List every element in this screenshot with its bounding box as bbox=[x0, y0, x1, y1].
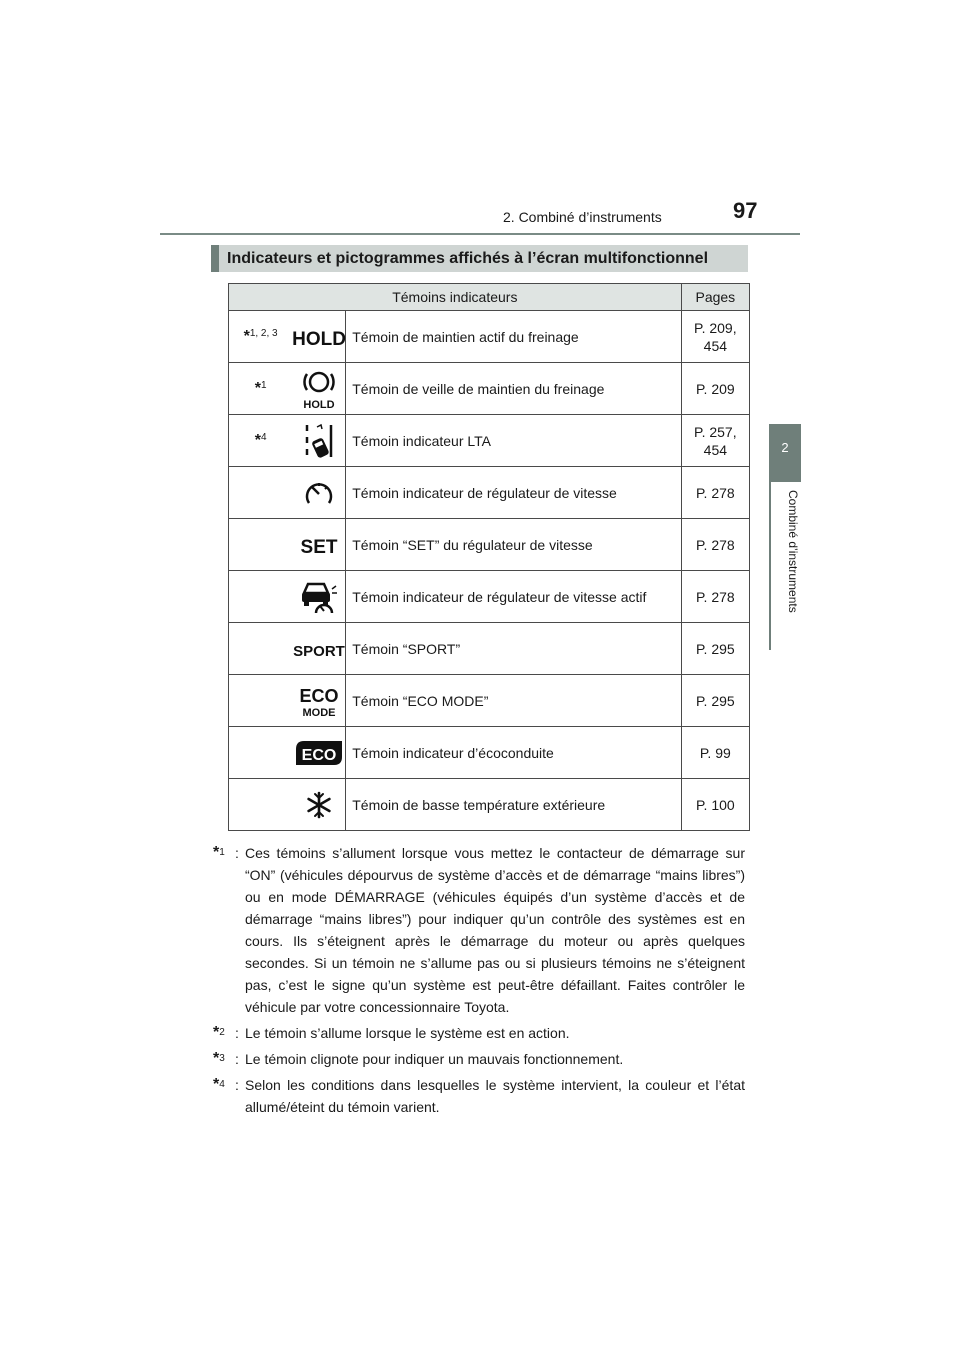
table-row bbox=[229, 727, 750, 779]
table-row bbox=[229, 519, 750, 571]
sport-icon bbox=[292, 623, 346, 675]
table-row bbox=[229, 363, 750, 415]
footnote-text: Selon les conditions dans lesquelles le système intervient, la couleur et l’état allumé/éteint du témoin varient. bbox=[245, 1077, 745, 1115]
active-cruise-control-icon bbox=[292, 571, 346, 623]
footnote-ref bbox=[229, 623, 293, 675]
footnote-marker: *$^2$ bbox=[213, 1024, 225, 1041]
indicator-description: Témoin indicateur de régulateur de vitesse bbox=[346, 467, 681, 519]
chapter-tab-label: Combiné d’instruments bbox=[786, 490, 800, 613]
chapter-heading: 2. Combiné d’instruments bbox=[503, 209, 662, 225]
footnote-ref: *$^{1, 2, 3}$ bbox=[229, 311, 293, 363]
table-row bbox=[229, 571, 750, 623]
chapter-tab-number: 2 bbox=[781, 440, 789, 455]
table-header-row bbox=[229, 284, 750, 311]
footnotes bbox=[213, 842, 745, 1122]
table-row bbox=[229, 623, 750, 675]
footnote-ref: *$^4$ bbox=[229, 415, 293, 467]
svg-text:HOLD: HOLD bbox=[303, 398, 335, 411]
page-reference[interactable]: P. 99 bbox=[681, 727, 749, 779]
footnote-ref bbox=[229, 519, 293, 571]
svg-text:MODE: MODE bbox=[302, 706, 336, 719]
svg-text:ECO: ECO bbox=[301, 746, 337, 764]
footnote-ref bbox=[229, 467, 293, 519]
table-row bbox=[229, 467, 750, 519]
indicator-description: Témoin de maintien actif du freinage bbox=[346, 311, 681, 363]
page-number: 97 bbox=[733, 198, 758, 223]
header-divider bbox=[160, 233, 800, 235]
indicator-description: Témoin de veille de maintien du freinage bbox=[346, 363, 681, 415]
page-reference[interactable]: P. 209 bbox=[681, 363, 749, 415]
footnote-ref bbox=[229, 727, 293, 779]
footnote-ref bbox=[229, 675, 293, 727]
page-reference[interactable]: P. 278 bbox=[681, 519, 749, 571]
footnote-ref bbox=[229, 571, 293, 623]
footnote-text: Le témoin s’allume lorsque le système est en action. bbox=[245, 1025, 570, 1041]
footnote-ref: *$^1$ bbox=[229, 363, 293, 415]
page-reference[interactable]: P. 209, 454 bbox=[681, 311, 749, 363]
page-reference[interactable]: P. 257, 454 bbox=[681, 415, 749, 467]
svg-text:SPORT: SPORT bbox=[292, 642, 345, 660]
footnote-ref bbox=[229, 779, 293, 831]
footnote: *$^2$ : Le témoin s’allume lorsque le système est en action. bbox=[213, 1022, 745, 1044]
page-reference[interactable]: P. 278 bbox=[681, 571, 749, 623]
lta-icon bbox=[292, 415, 346, 467]
cruise-control-icon bbox=[292, 467, 346, 519]
chapter-tab-bar bbox=[769, 482, 771, 650]
footnote: *$^1$ : Ces témoins s’allument lorsque vous mettez le contacteur de démarrage sur “ON” (véhicules dépourvus de système d’accès et de démarrage “mains libres”) ou en mode DÉMARRAGE (véhicules équipés d’un système d’accès et de démarrage “mains libres”) pour indiquer qu’un contrôle des systèmes est en cours. Ils s’éteignent après le démarrage du moteur ou après quelques secondes. Si un témoin ne s’allume pas ou si plusieurs témoins ne s’éteignent pas, c’est le signe qu’un système est peut-être défaillant. Faites contrôler le véhicule par votre concessionnaire Toyota. bbox=[213, 844, 745, 1015]
svg-text:ECO: ECO bbox=[299, 685, 339, 706]
page-reference[interactable]: P. 100 bbox=[681, 779, 749, 831]
footnote-text: Le témoin clignote pour indiquer un mauvais fonctionnement. bbox=[245, 1051, 624, 1067]
column-header-indicators: Témoins indicateurs bbox=[229, 284, 682, 311]
table-row bbox=[229, 675, 750, 727]
svg-text:SET: SET bbox=[300, 536, 338, 558]
brake-hold-standby-icon bbox=[292, 363, 346, 415]
footnote-text: Ces témoins s’allument lorsque vous mettez le contacteur de démarrage sur “ON” (véhicules dépourvus de système d’accès et de démarrage “mains libres”) ou en mode DÉMARRAGE (véhicules équipés d’un système d’accès et de démarrage “mains libres”) pour indiquer qu’un contrôle des systèmes est en cours. Ils s’éteignent après le démarrage du moteur ou après quelques secondes. Si un témoin ne s’allume pas ou si plusieurs témoins ne s’éteignent pas, c’est le signe qu’un système est peut-être défaillant. Faites contrôler le véhicule par votre concessionnaire Toyota. bbox=[245, 845, 745, 1015]
footnote-marker: *$^1$ bbox=[213, 844, 225, 861]
indicator-description: Témoin indicateur d’écoconduite bbox=[346, 727, 681, 779]
indicator-table bbox=[228, 283, 750, 831]
table-row bbox=[229, 311, 750, 363]
indicator-description: Témoin indicateur de régulateur de vitesse actif bbox=[346, 571, 681, 623]
column-header-pages: Pages bbox=[681, 284, 749, 311]
page-reference[interactable]: P. 295 bbox=[681, 623, 749, 675]
indicator-description: Témoin “ECO MODE” bbox=[346, 675, 681, 727]
table-row bbox=[229, 779, 750, 831]
footnote: *$^3$ : Le témoin clignote pour indiquer un mauvais fonctionnement. bbox=[213, 1048, 745, 1070]
footnote: *$^4$ : Selon les conditions dans lesquelles le système intervient, la couleur et l’état allumé/éteint du témoin varient. bbox=[213, 1076, 745, 1115]
eco-drive-icon bbox=[292, 727, 346, 779]
svg-text:HOLD: HOLD bbox=[291, 328, 346, 350]
footnote-marker: *$^3$ bbox=[213, 1050, 225, 1067]
page-reference[interactable]: P. 278 bbox=[681, 467, 749, 519]
table-row bbox=[229, 415, 750, 467]
page-reference[interactable]: P. 295 bbox=[681, 675, 749, 727]
eco-mode-icon bbox=[292, 675, 346, 727]
footnote-marker: *$^4$ bbox=[213, 1076, 225, 1093]
set-icon bbox=[292, 519, 346, 571]
hold-icon bbox=[292, 311, 346, 363]
indicator-description: Témoin “SPORT” bbox=[346, 623, 681, 675]
low-temperature-icon bbox=[292, 779, 346, 831]
indicator-description: Témoin indicateur LTA bbox=[346, 415, 681, 467]
indicator-description: Témoin “SET” du régulateur de vitesse bbox=[346, 519, 681, 571]
indicator-description: Témoin de basse température extérieure bbox=[346, 779, 681, 831]
section-title: Indicateurs et pictogrammes affichés à l’écran multifonctionnel bbox=[211, 245, 748, 272]
